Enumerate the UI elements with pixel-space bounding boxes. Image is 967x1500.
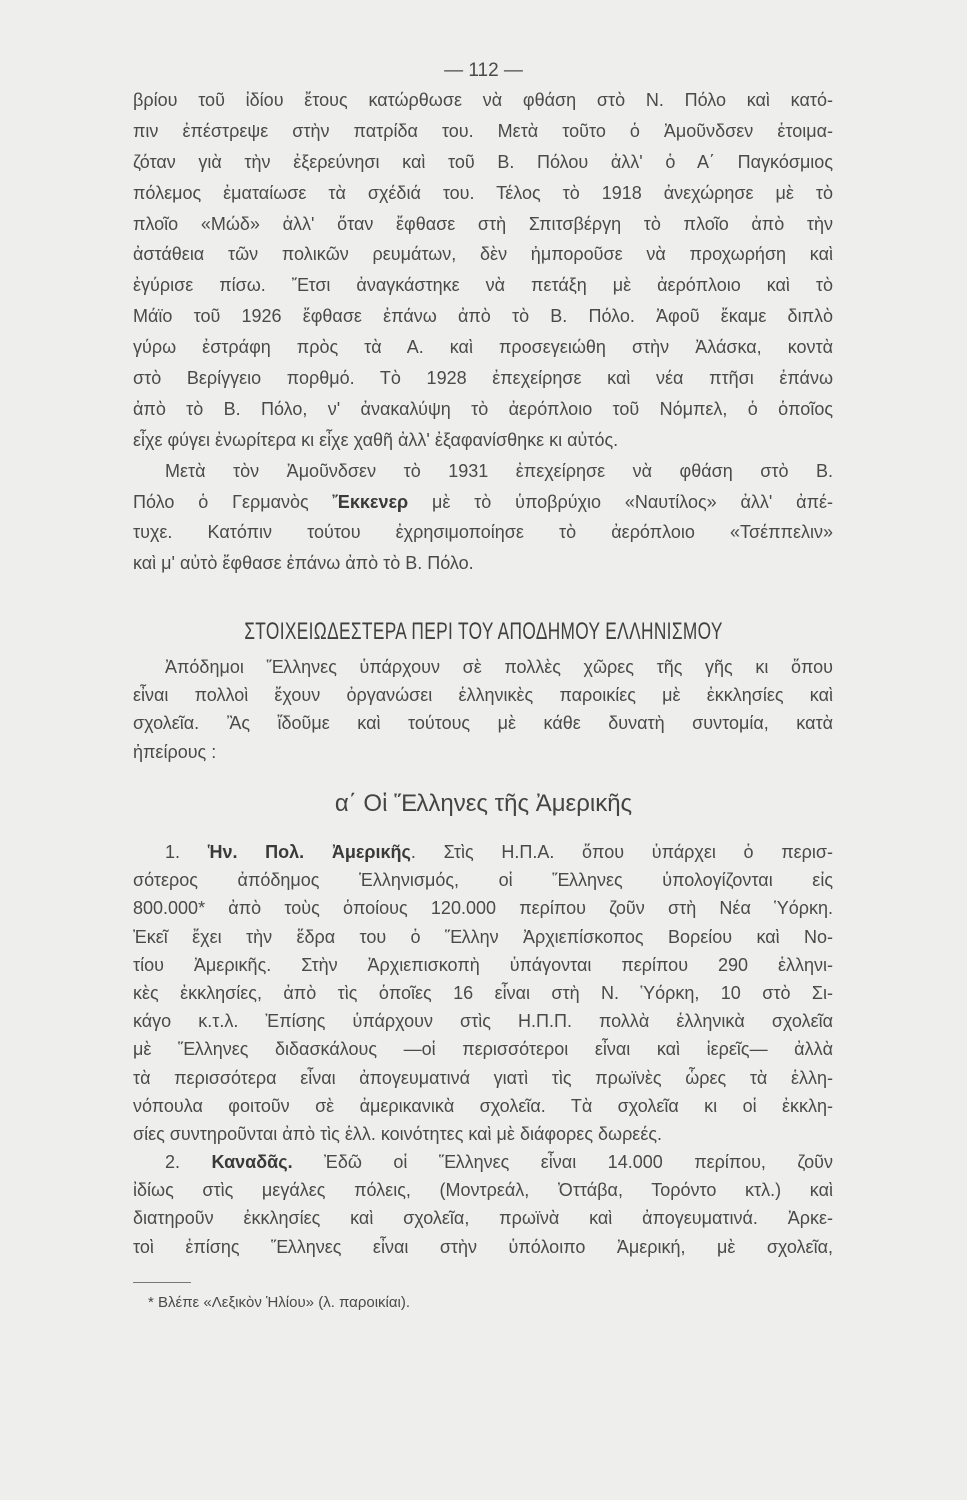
text-line: στὸ Βερίγγειο πορθμό. Τὸ 1928 ἐπεχείρησε καὶ νέα πτῆσι ἐπάνω — [133, 368, 833, 389]
text-run: Πόλο ὁ Γερμανὸς — [133, 491, 333, 512]
section-heading: ΣΤΟΙΧΕΙΩΔΕΣΤΕΡΑ ΠΕΡΙ ΤΟΥ ΑΠΟΔΗΜΟΥ ΕΛΛΗΝΙΣΜΟΥ — [244, 618, 723, 645]
text-run: Ἐδῶ οἱ Ἕλληνες εἶναι 14.000 περίπου, ζοῦν — [292, 1152, 833, 1173]
text-line: Ἀπόδημοι Ἕλληνες ὑπάρχουν σὲ πολλὲς χῶρες τῆς γῆς κι ὅπου — [165, 657, 833, 677]
text-line: τὰ περισσότερα εἶναι ἀπογευματινά γιατὶ τὶς πρωϊνὲς ὧρες τὰ ἑλλη- — [133, 1067, 833, 1088]
paragraph-intro — [133, 653, 833, 766]
text-line — [133, 1148, 833, 1176]
text-line: ζόταν γιὰ τὴν ἐξερεύνησι καὶ τοῦ Β. Πόλου ἀλλ' ὁ Α΄ Παγκόσμιος — [133, 151, 833, 172]
section-america — [133, 838, 833, 1261]
text-line: Ἐκεῖ ἔχει τὴν ἕδρα του ὁ Ἕλλην Ἀρχιεπίσκοπος Βορείου καὶ Νο- — [133, 926, 833, 947]
text-line: πόλεμος ἐματαίωσε τὰ σχέδιά του. Τέλος τὸ 1918 ἀνεχώρησε μὲ τὸ — [133, 182, 833, 203]
text-line: σίες συντηροῦνται ἀπὸ τὶς ἑλλ. κοινότητες καὶ μὲ διάφορες δωρεές. — [133, 1123, 663, 1144]
text-line: εἶναι πολλοὶ ἔχουν ὀργανώσει ἑλληνικὲς παροικίες μὲ ἐκκλησίες καὶ — [133, 685, 833, 706]
text-line: ἀπὸ τὸ Β. Πόλο, ν' ἀνακαλύψη τὸ ἀερόπλοιο τοῦ Νόμπελ, ὁ ὁποῖος — [133, 398, 833, 419]
bold-heading: Ἡν. Πολ. Ἀμερικῆς — [207, 842, 411, 862]
text-line: πλοῖο «Μώδ» ἀλλ' ὅταν ἔφθασε στὴ Σπιτσβέργη τὸ πλοῖο ἀπὸ τὴν — [133, 213, 833, 234]
text-run: μὲ τὸ ὑποβρύχιο «Ναυτίλος» ἀλλ' ἀπέ- — [408, 491, 834, 512]
text-line: ἐγύρισε πίσω. Ἔτσι ἀναγκάστηκε νὰ πετάξη μὲ ἀερόπλοιο καὶ τὸ — [133, 275, 833, 296]
text-run: 1. — [165, 842, 208, 862]
subsection-heading: α΄ Οἱ Ἕλληνες τῆς Ἀμερικῆς — [334, 790, 633, 817]
text-line: Μετὰ τὸν Ἀμοῦνδσεν τὸ 1931 ἐπεχείρησε νὰ φθάση στὸ Β. — [165, 460, 833, 481]
text-run: 2. — [165, 1152, 212, 1173]
text-line: ἰδίως στὶς μεγάλες πόλεις, (Μοντρεάλ, Ὀττάβα, Τορόντο κτλ.) καὶ — [133, 1180, 833, 1201]
text-line: σότερος ἀπόδημος Ἑλληνισμός, οἱ Ἕλληνες ὑπολογίζονται εἰς — [133, 870, 833, 891]
text-line: τυχε. Κατόπιν τούτου ἐχρησιμοποίησε τὸ ἀερόπλοιο «Τσέππελιν» — [133, 522, 833, 543]
page-number: — 112 — — [444, 60, 523, 81]
text-line: διατηροῦν ἐκκλησίες καὶ σχολεῖα, πρωϊνὰ καὶ ἀπογευματινά. Ἀρκε- — [133, 1208, 833, 1229]
text-line — [133, 487, 833, 518]
text-line: τίου Ἀμερικῆς. Στὴν Ἀρχιεπισκοπὴ ὑπάγονται περίπου 290 ἑλληνι- — [133, 954, 833, 975]
paragraph-amundsen — [133, 85, 833, 579]
text-line: σχολεῖα. Ἂς ἴδοῦμε καὶ τούτους μὲ κάθε δυνατὴ συντομία, κατὰ — [133, 713, 833, 734]
text-line: νόπουλα φοιτοῦν σὲ ἀμερικανικὰ σχολεῖα. Τὰ σχολεῖα κι οἱ ἐκκλη- — [133, 1095, 833, 1116]
text-line: βρίου τοῦ ἰδίου ἔτους κατώρθωσε νὰ φθάση στὸ Ν. Πόλο καὶ κατό- — [133, 90, 833, 110]
text-line: καὶ μ' αὐτὸ ἔφθασε ἐπάνω ἀπὸ τὸ Β. Πόλο. — [133, 553, 474, 574]
text-line: κὲς ἐκκλησίες, ἀπὸ τὶς ὁποῖες 16 εἶναι στὴ Ν. Ὑόρκη, 10 στὸ Σι- — [133, 982, 833, 1003]
text-line: τοὶ ἐπίσης Ἕλληνες εἶναι στὴν ὑπόλοιπο Ἀμερική, μὲ σχολεῖα, — [133, 1236, 833, 1257]
text-line: εἶχε φύγει ἐνωρίτερα κι εἶχε χαθῆ ἀλλ' ἐξαφανίσθηκε κι αὐτός. — [133, 429, 619, 450]
footnote-divider — [133, 1282, 191, 1283]
bold-name: Ἔκκενερ — [332, 491, 409, 512]
bold-heading: Καναδᾶς. — [211, 1152, 293, 1173]
text-line: μὲ Ἕλληνες διδασκάλους —οἱ περισσότεροι εἶναι καὶ ἱερεῖς— ἀλλὰ — [133, 1039, 833, 1060]
text-line: ἠπείρους : — [133, 741, 217, 762]
text-line: ἀστάθεια τῶν πολικῶν ρευμάτων, δὲν ἠμποροῦσε νὰ προχωρήση καὶ — [133, 244, 833, 265]
text-line — [133, 838, 833, 866]
text-line: κάγο κ.τ.λ. Ἐπίσης ὑπάρχουν στὶς Η.Π.Π. πολλὰ ἑλληνικὰ σχολεῖα — [133, 1011, 833, 1032]
text-run: . Στὶς Η.Π.Α. ὅπου ὑπάρχει ὁ περισ- — [410, 842, 833, 862]
text-line: πιν ἐπέστρεψε στὴν πατρίδα του. Μετὰ τοῦτο ὁ Ἀμοῦνδσεν ἑτοιμα- — [133, 120, 833, 141]
text-line: γύρω ἐστράφη πρὸς τὰ Α. καὶ προσεγειώθη στὴν Ἀλάσκα, κοντὰ — [133, 337, 833, 358]
text-line: 800.000* ἀπὸ τοὺς ὁποίους 120.000 περίπου ζοῦν στὴ Νέα Ὑόρκη. — [133, 898, 833, 919]
footnote: * Βλέπε «Λεξικὸν Ἡλίου» (λ. παροικίαι). — [148, 1294, 411, 1311]
text-line: Μάϊο τοῦ 1926 ἔφθασε ἐπάνω ἀπὸ τὸ Β. Πόλο. Ἀφοῦ ἔκαμε διπλὸ — [133, 306, 833, 327]
